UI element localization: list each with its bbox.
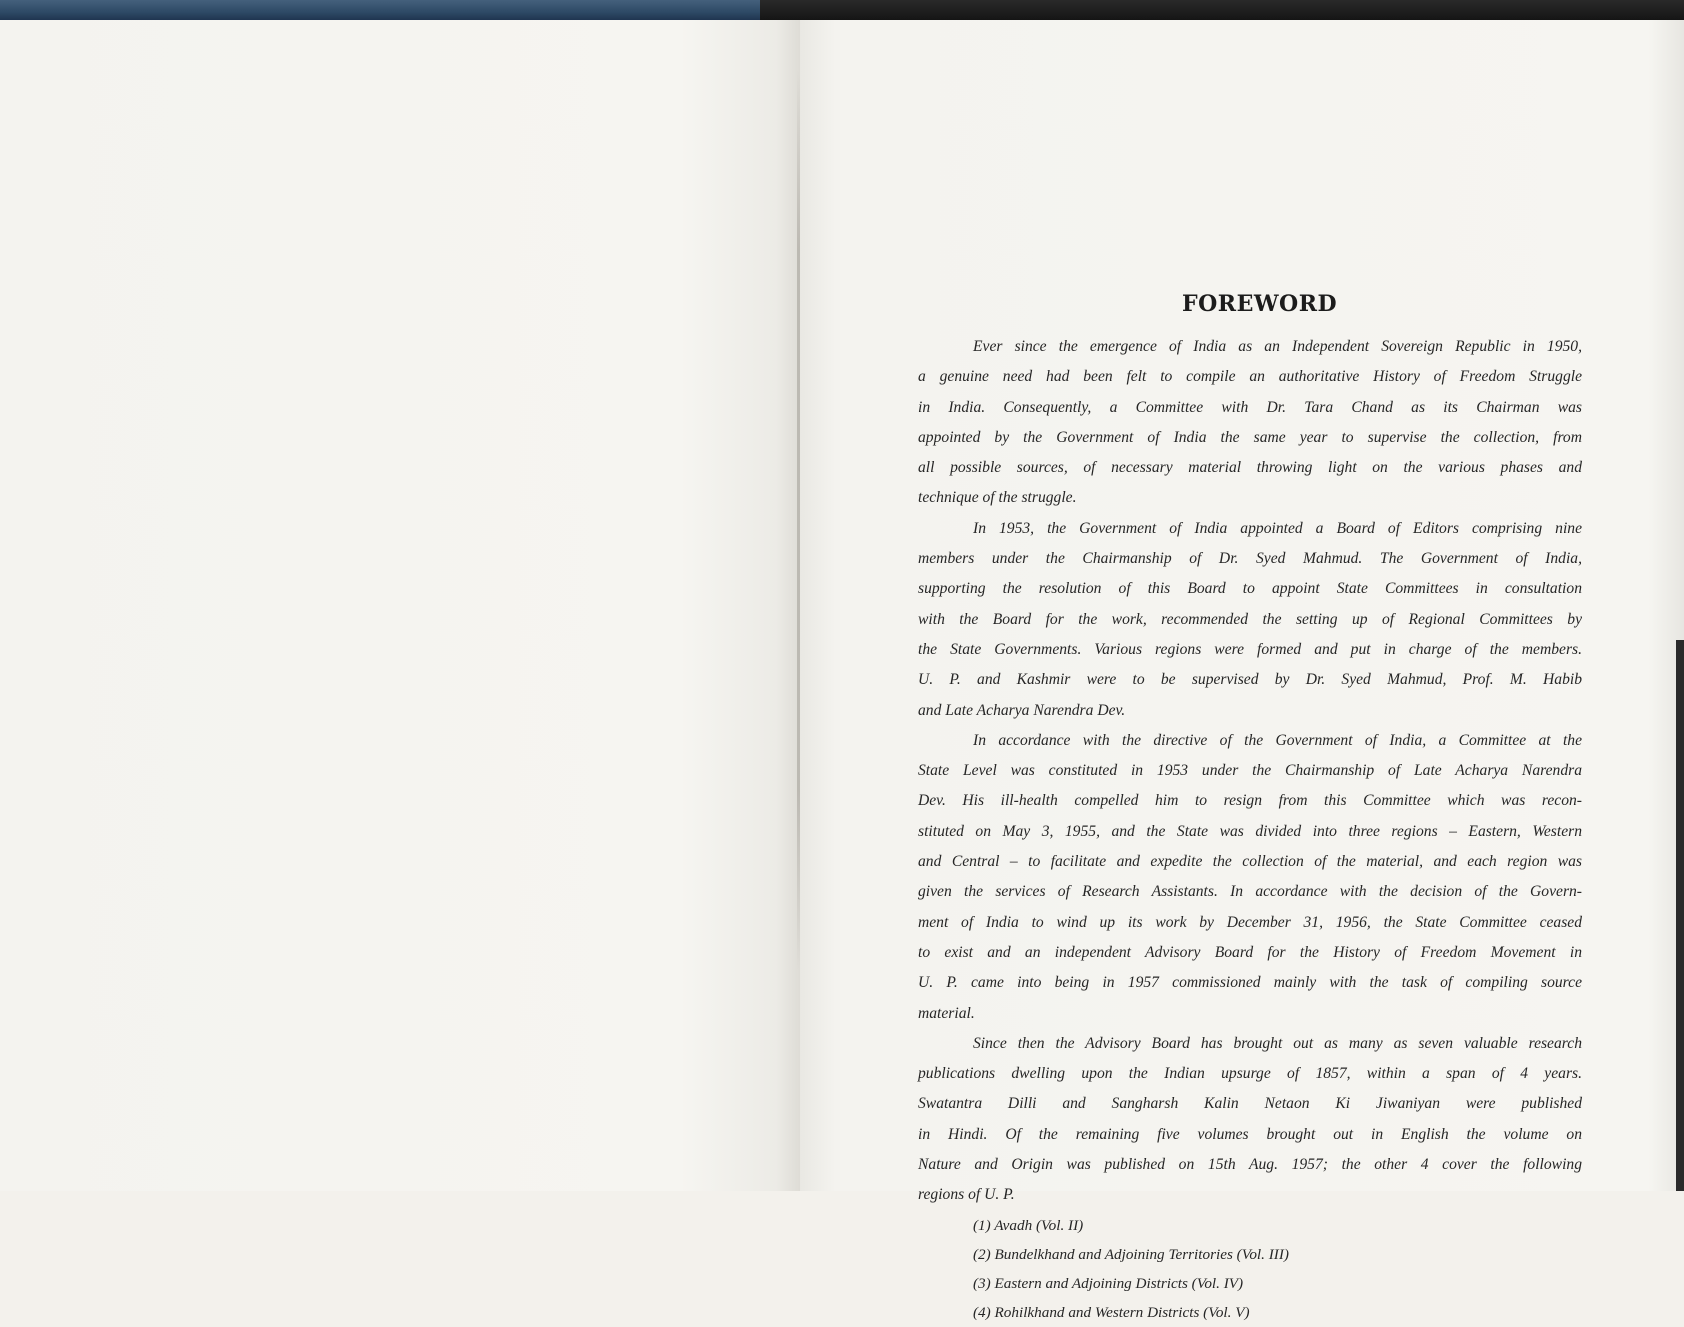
text-line: and Late Acharya Narendra Dev.	[918, 701, 1126, 719]
book-cover-edge	[0, 0, 760, 20]
text-line: to exist and an independent Advisory Board for the History of Freedom Movement in	[918, 943, 1582, 961]
book-edge-top	[0, 0, 1684, 20]
volume-list	[918, 1211, 1582, 1327]
text-line: given the services of Research Assistants. In accordance with the decision of the Govern-	[918, 883, 1582, 901]
paragraph-3	[918, 726, 1582, 1029]
text-line: with the Board for the work, recommended the setting up of Regional Committees by	[918, 610, 1582, 628]
text-line: In 1953, the Government of India appointed a Board of Editors comprising nine	[973, 519, 1582, 537]
page-title: FOREWORD	[1182, 291, 1338, 317]
text-line: and Central – to facilitate and expedite the collection of the material, and each region was	[918, 853, 1582, 871]
text-line: the State Governments. Various regions were formed and put in charge of the members.	[918, 640, 1582, 658]
text-line: ment of India to wind up its work by December 31, 1956, the State Committee ceased	[918, 913, 1582, 931]
text-line: State Level was constituted in 1953 under the Chairmanship of Late Acharya Narendra	[918, 762, 1582, 780]
list-item: (2) Bundelkhand and Adjoining Territories (Vol. III)	[973, 1245, 1289, 1263]
text-line: in Hindi. Of the remaining five volumes brought out in English the volume on	[918, 1125, 1582, 1143]
text-line: appointed by the Government of India the same year to supervise the collection, from	[918, 428, 1582, 446]
text-line: U. P. came into being in 1957 commissioned mainly with the task of compiling source	[918, 974, 1582, 992]
list-item: (4) Rohilkhand and Western Districts (Vol. V)	[973, 1303, 1250, 1321]
text-line: technique of the struggle.	[918, 489, 1077, 507]
list-item: (1) Avadh (Vol. II)	[973, 1216, 1084, 1234]
text-line: supporting the resolution of this Board to appoint State Committees in consultation	[918, 580, 1582, 598]
foreword-body	[918, 332, 1582, 1327]
text-line: members under the Chairmanship of Dr. Syed Mahmud. The Government of India,	[918, 550, 1582, 568]
text-line: stituted on May 3, 1955, and the State was divided into three regions – Eastern, Western	[918, 822, 1582, 840]
text-line: regions of U. P.	[918, 1186, 1015, 1204]
text-line: Ever since the emergence of India as an Independent Sovereign Republic in 1950,	[973, 338, 1582, 355]
paragraph-1	[918, 332, 1582, 514]
text-line: material.	[918, 1004, 975, 1022]
text-line: Nature and Origin was published on 15th Aug. 1957; the other 4 cover the following	[918, 1156, 1582, 1174]
left-page-blank	[0, 20, 800, 1191]
text-line: U. P. and Kashmir were to be supervised by Dr. Syed Mahmud, Prof. M. Habib	[918, 671, 1582, 689]
paragraph-4	[918, 1029, 1582, 1211]
text-line: In accordance with the directive of the Government of India, a Committee at the	[973, 731, 1582, 749]
list-item: (3) Eastern and Adjoining Districts (Vol. IV)	[973, 1274, 1244, 1292]
text-line: Swatantra Dilli and Sangharsh Kalin Netaon Ki Jiwaniyan were published	[918, 1095, 1582, 1113]
text-line: all possible sources, of necessary material throwing light on the various phases and	[918, 459, 1582, 477]
scanner-background	[760, 0, 1684, 20]
text-line: Since then the Advisory Board has brought out as many as seven valuable research	[973, 1034, 1582, 1052]
text-line: Dev. His ill-health compelled him to resign from this Committee which was recon-	[918, 792, 1582, 810]
right-edge-shadow	[1676, 640, 1684, 1191]
text-line: a genuine need had been felt to compile an authoritative History of Freedom Struggle	[918, 368, 1582, 386]
book-gutter	[797, 70, 800, 970]
paragraph-2	[918, 514, 1582, 726]
text-line: in India. Consequently, a Committee with Dr. Tara Chand as its Chairman was	[918, 398, 1582, 416]
text-line: publications dwelling upon the Indian upsurge of 1857, within a span of 4 years.	[918, 1065, 1582, 1083]
